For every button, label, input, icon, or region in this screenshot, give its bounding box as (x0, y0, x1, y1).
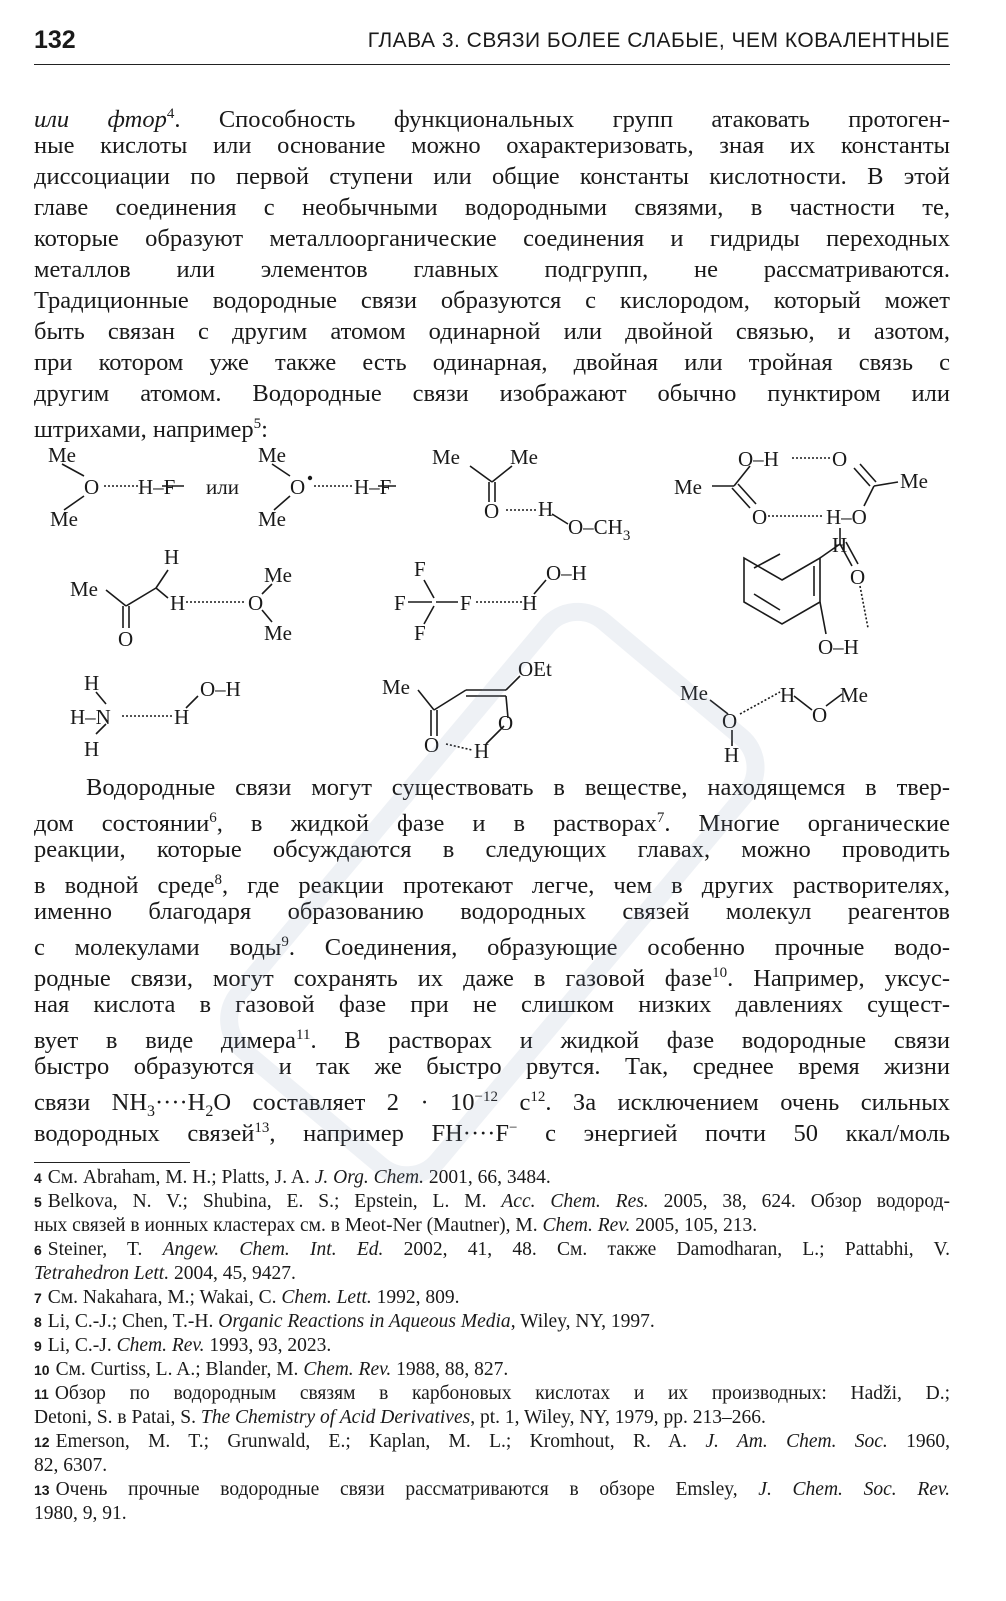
o-label: O (850, 565, 866, 589)
o-label: O (424, 733, 440, 757)
o-label: O (722, 709, 738, 733)
text-run: . Многие органические (664, 810, 950, 838)
text-line: которые образуют металлоорганические соединения и гидриды переходных (34, 225, 950, 252)
text-line: ная кислота в газовой фазе при не слишком низких давлениях сущест- (34, 991, 950, 1018)
text-line: быстро образуются и так же быстро рвутся. Так, среднее время жизни (34, 1053, 950, 1080)
text-run: Li, C.-J.; Chen, T.-H. (47, 1311, 219, 1332)
footnote-rule (34, 1162, 190, 1163)
footnote-4 (34, 1166, 950, 1190)
footnote-13 (34, 1478, 950, 1526)
journal-name: J. Am. Chem. Soc. (705, 1431, 888, 1452)
text-line (34, 254, 950, 285)
text-line: ные кислоты или основание можно охарактеризовать, зная их константы (34, 132, 950, 159)
italic-phrase: или фтор (34, 106, 167, 134)
ho-label: H–O (826, 505, 867, 529)
journal-name: Angew. Chem. Int. Ed. (162, 1239, 384, 1260)
text-run: 2004, 45, 9427. (169, 1263, 296, 1284)
me-label: Me (264, 563, 292, 587)
text-line (34, 1082, 950, 1121)
superscript: − (509, 1120, 518, 1136)
footnote-ref: 6 (209, 810, 217, 826)
o-label: O (484, 499, 500, 523)
text-run: , pt. 1, Wiley, NY, 1979, pp. 213–266. (470, 1407, 766, 1428)
text-run: вует в виде димера (34, 1027, 296, 1055)
journal-name: Chem. Rev. (116, 1335, 205, 1356)
journal-name: Chem. Lett. (281, 1287, 372, 1308)
footnote-ref: 13 (254, 1120, 270, 1136)
text-run: штрихами, например (34, 416, 254, 444)
h-label: H (538, 497, 554, 521)
footnote-number: 7 (34, 1290, 42, 1306)
journal-name: Acc. Chem. Res. (501, 1191, 649, 1212)
h-label: H (174, 705, 190, 729)
text-run: родные связи, могут сохранять их даже в газовой фазе (34, 965, 713, 993)
footnote-number: 13 (34, 1482, 50, 1498)
text-run: См. Curtiss, L. A.; Blander, M. (55, 1359, 304, 1380)
footnote-number: 5 (34, 1194, 42, 1210)
structures-figure (34, 440, 964, 770)
hf-label: H–F (138, 475, 176, 499)
or-label: или (206, 475, 239, 499)
text-run: в водной среде (34, 872, 215, 900)
footnote-ref: 11 (296, 1027, 311, 1043)
me-label: Me (264, 621, 292, 645)
me-label: Me (48, 443, 76, 467)
text-run: , Wiley, NY, 1997. (510, 1311, 655, 1332)
text-run: . Например, уксус- (727, 965, 950, 993)
hf-label: H–F (354, 475, 392, 499)
text-run: водородных связей (34, 1120, 255, 1148)
me-label: Me (840, 683, 868, 707)
text-run: связи NH (34, 1089, 148, 1117)
oh-label: O–H (546, 561, 587, 585)
journal-name: Chem. Rev. (542, 1215, 631, 1236)
text-run: 1960, (887, 1431, 951, 1452)
footnote-6 (34, 1238, 950, 1286)
text-run: Водородные связи могут существовать в веществе, находящемся в твер- (86, 774, 950, 801)
me-label: Me (900, 469, 928, 493)
text-run: дом состоянии (34, 810, 210, 838)
footnote-number: 8 (34, 1314, 42, 1330)
footnote-number: 12 (34, 1434, 50, 1450)
book-title: Organic Reactions in Aqueous Media (218, 1311, 511, 1332)
text-run: 2005, 105, 213. (630, 1215, 758, 1236)
f-label: F (414, 621, 426, 645)
footnote-8 (34, 1310, 950, 1334)
me-label: Me (258, 507, 286, 531)
f-label: F (414, 557, 426, 581)
footnote-number: 9 (34, 1338, 42, 1354)
text-line (34, 409, 950, 444)
text-line (34, 803, 950, 838)
text-run: См. Abraham, M. H.; Platts, J. A. (47, 1167, 315, 1188)
text-run: Belkova, N. V.; Shubina, E. S.; Epstein, L. M. (47, 1191, 502, 1212)
me-label: Me (50, 507, 78, 531)
o-label: O (290, 475, 306, 499)
text-line: Традиционные водородные связи образуются с кислородом, который может (34, 287, 950, 314)
text-run: 1988, 88, 827. (391, 1359, 509, 1380)
footnote-ref: 12 (530, 1089, 546, 1105)
footnote-5 (34, 1190, 950, 1238)
h-label: H (164, 545, 180, 569)
superscript: −12 (474, 1089, 499, 1105)
text-run: Emerson, M. T.; Grunwald, E.; Kaplan, M. L.; Kromhout, R. A. (55, 1431, 706, 1452)
footnote-ref: 9 (281, 934, 289, 950)
text-run: . За исключением очень сильных (545, 1089, 950, 1117)
running-header (34, 26, 950, 60)
text-run: Очень прочные водородные связи рассматриваются в обзоре Emsley, (55, 1479, 759, 1500)
footnote-12 (34, 1430, 950, 1478)
footnote-10 (34, 1358, 950, 1382)
text-run: с энергией почти 50 ккал/моль (517, 1120, 951, 1148)
footnote-ref: 7 (656, 810, 665, 826)
footnote-ref: 5 (253, 416, 262, 432)
footnote-number: 6 (34, 1242, 42, 1258)
text-run: , в жидкой фазе и в растворах (216, 810, 657, 838)
text-run: ····H (155, 1089, 206, 1117)
text-run: 2001, 66, 3484. (423, 1167, 551, 1188)
text-run: с молекулами воды (34, 934, 282, 962)
page-number: 132 (34, 26, 76, 54)
journal-name: J. Chem. Soc. Rev. (758, 1479, 951, 1500)
o-label: O (832, 447, 848, 471)
text-line: быть связан с другим атомом одинарной или двойной связью, и азотом, (34, 318, 950, 345)
text-run: металлов или элементов главных подгрупп, не рассматриваются. (34, 256, 950, 283)
hn-label: H–N (70, 705, 111, 729)
h-label: H (474, 739, 490, 763)
text-run: Li, C.-J. (47, 1335, 117, 1356)
subscript: 3 (147, 1103, 156, 1121)
header-rule (34, 64, 950, 65)
text-run: . В растворах и жидкой фазе водородные связи (310, 1027, 950, 1055)
text-run: 82, 6307. (34, 1455, 108, 1476)
text-line (34, 1020, 950, 1055)
text-run: : (261, 416, 268, 444)
o-label: O (812, 703, 828, 727)
paragraph-1 (34, 99, 950, 444)
oh-label: O–H (200, 677, 241, 701)
oh-label: O–H (738, 447, 779, 471)
o-label: O (498, 711, 514, 735)
h-label: H (724, 743, 740, 767)
text-run: ных связей в ионных кластерах см. в Meot-Ner (Mautner), M. (34, 1215, 543, 1236)
chapter-title: ГЛАВА 3. СВЯЗИ БОЛЕЕ СЛАБЫЕ, ЧЕМ КОВАЛЕНТНЫЕ (367, 29, 950, 52)
paragraph-2 (34, 772, 951, 1148)
text-run: Steiner, T. (47, 1239, 163, 1260)
h-label: H (522, 591, 538, 615)
text-line (34, 99, 950, 134)
h-label: H (84, 737, 100, 761)
text-run: . Способность функциональных групп атаковать протоген- (174, 106, 950, 134)
o-label: O (248, 591, 264, 615)
footnote-number: 11 (34, 1386, 49, 1402)
text-line: реакции, которые обсуждаются в следующих главах, можно проводить (34, 836, 950, 863)
text-line: именно благодаря образованию водородных связей молекул реагентов (34, 898, 950, 925)
text-run: Обзор по водородным связям в карбоновых кислотах и их производных: Hadži, D.; (54, 1383, 950, 1404)
o-label: O (752, 505, 768, 529)
text-run: , например FH····F (269, 1120, 510, 1148)
text-line (34, 865, 951, 900)
f-label: F (394, 591, 406, 615)
text-run: См. Nakahara, M.; Wakai, C. (47, 1287, 282, 1308)
text-line: при котором уже также есть одинарная, двойная или тройная связь с (34, 349, 950, 376)
o-label: O (118, 627, 134, 651)
text-run: O составляет 2 · 10 (213, 1089, 475, 1117)
text-run: 1992, 809. (371, 1287, 460, 1308)
text-line (34, 927, 950, 962)
me-label: Me (382, 675, 410, 699)
book-title: The Chemistry of Acid Derivatives (200, 1407, 471, 1428)
text-run: 2005, 38, 624. Обзор водород- (648, 1191, 950, 1212)
text-run: , где реакции протекают легче, чем в других растворителях, (222, 872, 951, 900)
journal-name: Tetrahedron Lett. (34, 1263, 170, 1284)
text-line: другим атомом. Водородные связи изображают обычно пунктиром или (34, 380, 950, 407)
footnote-11 (34, 1382, 950, 1430)
footnote-number: 4 (34, 1170, 42, 1186)
text-line (34, 958, 950, 993)
footnotes (34, 1166, 950, 1526)
me-label: Me (680, 681, 708, 705)
text-line: диссоциации по первой ступени или общие константы кислотности. В этой (34, 163, 950, 190)
me-label: Me (70, 577, 98, 601)
hydrogen-bond-structures (34, 440, 964, 770)
text-run: 2002, 41, 48. См. также Damodharan, L.; Pattabhi, V. (383, 1239, 950, 1260)
text-run: с (498, 1089, 531, 1117)
text-run: 1993, 93, 2023. (204, 1335, 332, 1356)
text-run: . Соединения, образующие особенно прочные водо- (288, 934, 950, 962)
footnote-9 (34, 1334, 950, 1358)
text-line (34, 772, 950, 803)
journal-name: Chem. Rev. (303, 1359, 392, 1380)
footnote-number: 10 (34, 1362, 50, 1378)
me-label: Me (432, 445, 460, 469)
text-run: 1980, 9, 91. (34, 1503, 127, 1524)
o-label: O (84, 475, 100, 499)
oh-label: O–H (818, 635, 859, 659)
me-label: Me (258, 443, 286, 467)
och3-label: $O-CH_3$ (568, 515, 631, 544)
footnote-7 (34, 1286, 950, 1310)
text-line: главе соединения с необычными водородными связями, в частности те, (34, 194, 950, 221)
text-run: Detoni, S. в Patai, S. (34, 1407, 201, 1428)
f-label: F (460, 591, 472, 615)
h-label: H (84, 671, 100, 695)
footnote-ref: 10 (712, 965, 728, 981)
text-line (34, 1113, 951, 1148)
h-label: H (170, 591, 186, 615)
oet-label: OEt (518, 657, 552, 681)
me-label: Me (674, 475, 702, 499)
h-label: H (832, 533, 848, 557)
footnote-ref: 8 (214, 872, 223, 888)
journal-name: J. Org. Chem. (314, 1167, 424, 1188)
me-label: Me (510, 445, 538, 469)
subscript: 2 (205, 1103, 214, 1121)
h-label: H (780, 683, 796, 707)
footnote-ref: 4 (166, 106, 175, 122)
